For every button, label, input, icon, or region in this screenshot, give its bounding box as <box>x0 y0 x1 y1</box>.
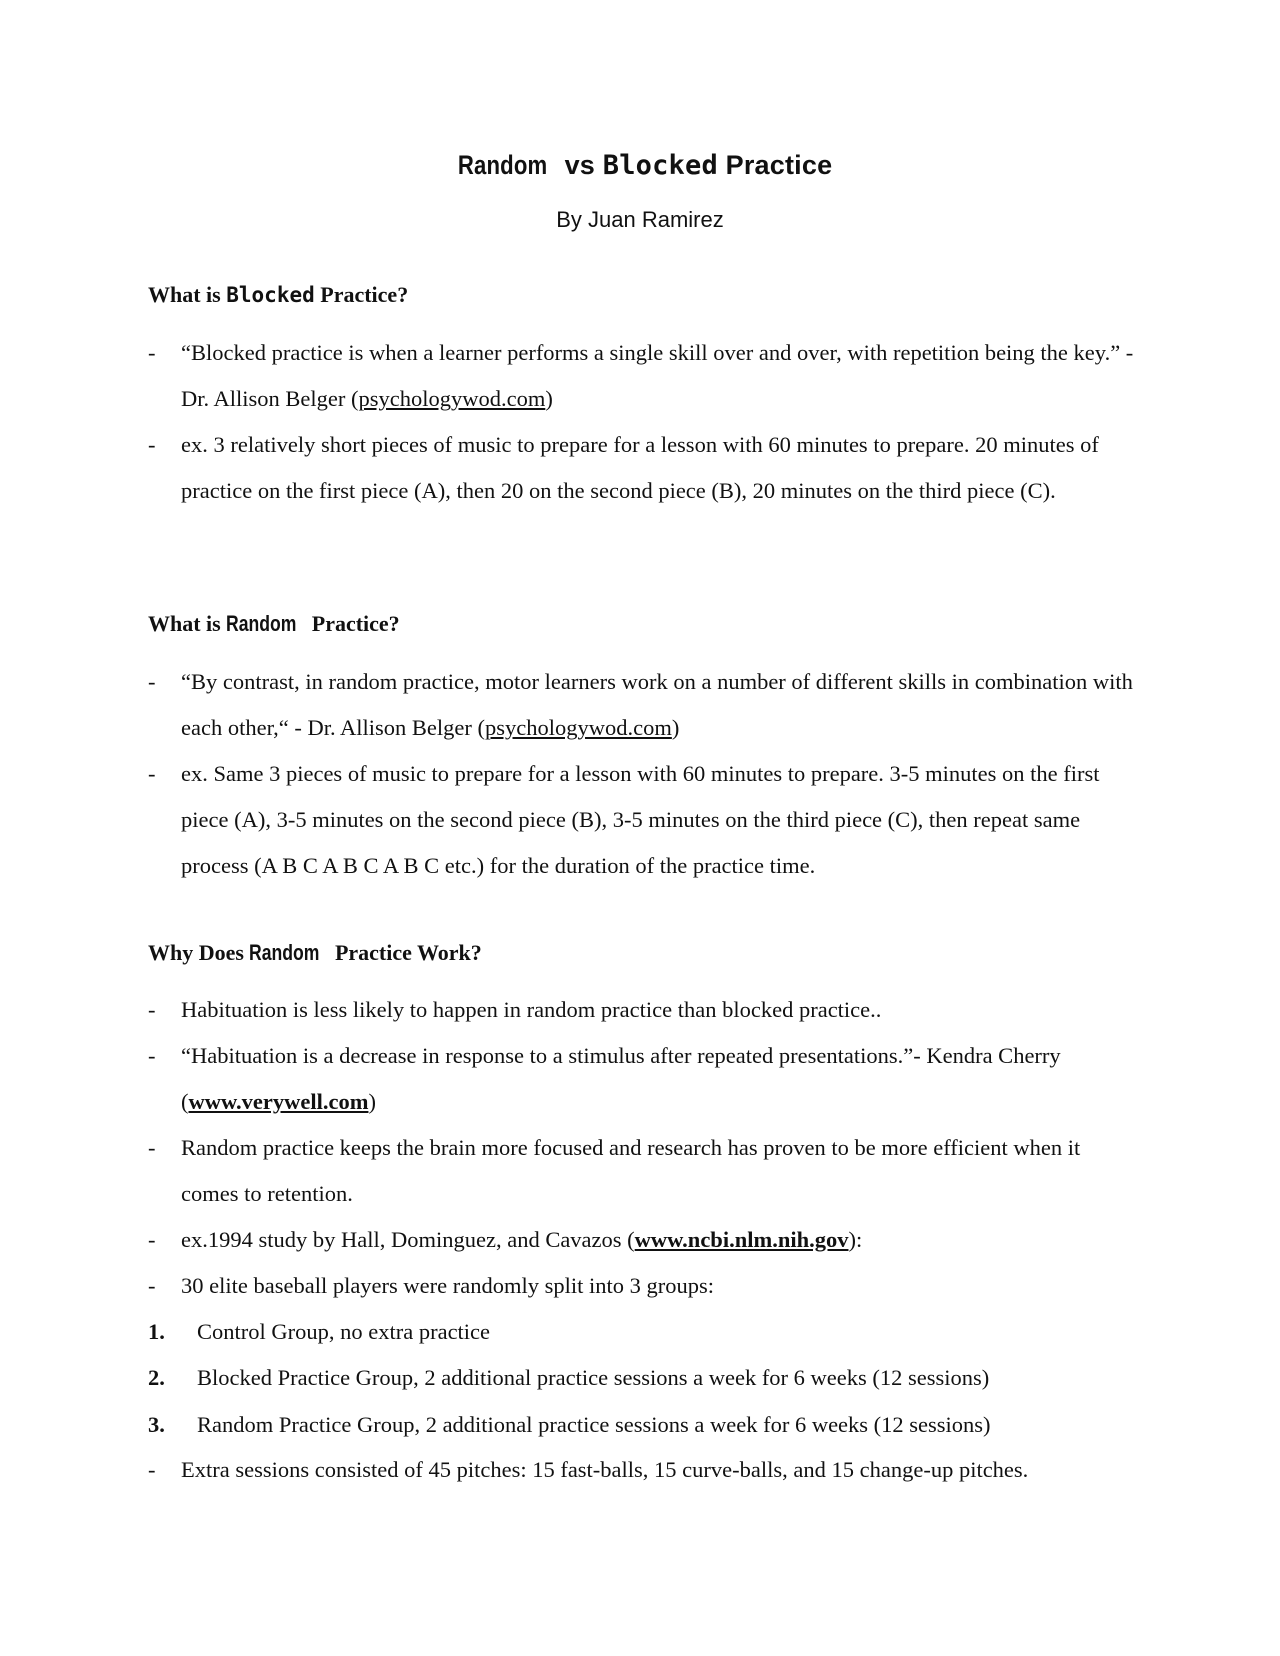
list-item <box>148 659 1138 751</box>
page-title <box>0 150 1280 181</box>
item-text: Blocked Practice Group, 2 additional practice sessions a week for 6 weeks (12 sessions) <box>197 1365 990 1390</box>
list-item <box>148 1447 1138 1493</box>
heading-text: Practice? <box>306 611 400 636</box>
item-text-pre: “Blocked practice is when a learner performs a single skill over and over, with repetition being the key.” - Dr. Allison Belger ( <box>181 340 1134 411</box>
bullet-dash: - <box>148 997 156 1022</box>
heading-keyword: Random <box>226 611 297 636</box>
item-text: ex. 3 relatively short pieces of music to prepare for a lesson with 60 minutes to prepare. 20 minutes of practice on the first piece (A), then 20 on the second piece (B), 20 minutes on the third piece (C). <box>181 432 1099 503</box>
title-vs: vs <box>556 150 603 180</box>
bullet-dash: - <box>148 340 156 365</box>
title-keyword-random: Random <box>457 150 548 180</box>
bullet-dash: - <box>148 761 156 786</box>
title-keyword-blocked: Blocked <box>602 150 718 181</box>
item-text: ex. Same 3 pieces of music to prepare for a lesson with 60 minutes to prepare. 3-5 minutes on the first piece (A), 3-5 minutes on the second piece (B), 3-5 minutes on the third piece (C), then repeat same process (A B C A B C A B C etc.) for the duration of the practice time. <box>181 761 1100 878</box>
item-text <box>181 1033 1138 1125</box>
title-practice: Practice <box>717 150 833 180</box>
heading-text: Why Does <box>148 940 250 965</box>
list-item <box>148 751 1138 889</box>
item-text: Habituation is less likely to happen in random practice than blocked practice.. <box>181 997 882 1022</box>
list-item <box>148 330 1138 422</box>
item-text-post: ) <box>368 1089 376 1114</box>
source-link[interactable]: psychologywod.com <box>358 386 546 411</box>
list-item <box>148 1263 1138 1309</box>
heading-text: Practice Work? <box>329 940 482 965</box>
item-text-pre: “Habituation is a decrease in response to a stimulus after repeated presentations.”- Kendra Cherry ( <box>181 1043 1061 1114</box>
heading-keyword: Blocked <box>226 283 315 307</box>
list-item <box>148 987 1138 1033</box>
bullet-dash: - <box>148 1227 156 1252</box>
list-number: 1. <box>148 1319 165 1344</box>
item-text: 30 elite baseball players were randomly split into 3 groups: <box>181 1273 715 1298</box>
list-item <box>148 1217 1138 1263</box>
heading-keyword: Random <box>249 940 320 965</box>
section-heading-why <box>148 940 482 966</box>
bullet-dash: - <box>148 1273 156 1298</box>
list-item <box>148 1125 1138 1217</box>
item-text: Extra sessions consisted of 45 pitches: 15 fast-balls, 15 curve-balls, and 15 change-up pitches. <box>181 1457 1029 1482</box>
item-text <box>181 1217 1138 1263</box>
item-text-pre: “By contrast, in random practice, motor learners work on a number of different skills in combination with each other,“ - Dr. Allison Belger ( <box>181 669 1133 740</box>
item-text: Random practice keeps the brain more focused and research has proven to be more efficient when it comes to retention. <box>181 1135 1081 1206</box>
item-text: Control Group, no extra practice <box>197 1319 491 1344</box>
item-text <box>181 659 1138 751</box>
list-item <box>148 1033 1138 1125</box>
bullet-dash: - <box>148 1457 156 1482</box>
bullet-dash: - <box>148 1043 156 1068</box>
numbered-item <box>148 1355 1138 1401</box>
item-text: Random Practice Group, 2 additional practice sessions a week for 6 weeks (12 sessions) <box>197 1412 991 1437</box>
item-text-post: ) <box>545 386 553 411</box>
source-link[interactable]: www.verywell.com <box>188 1089 369 1114</box>
source-link[interactable]: psychologywod.com <box>485 715 672 740</box>
section-heading-random <box>148 611 400 637</box>
byline: By Juan Ramirez <box>556 207 724 232</box>
heading-text: Practice? <box>314 282 409 307</box>
item-text-post: ): <box>848 1227 863 1252</box>
bullet-dash: - <box>148 669 156 694</box>
section-heading-blocked <box>148 282 408 308</box>
item-text-pre: ex.1994 study by Hall, Dominguez, and Cavazos ( <box>181 1227 635 1252</box>
item-text-post: ) <box>671 715 680 740</box>
bullet-dash: - <box>148 432 156 457</box>
heading-text: What is <box>148 611 227 636</box>
source-link[interactable]: www.ncbi.nlm.nih.gov <box>634 1227 849 1252</box>
heading-text: What is <box>148 282 227 307</box>
item-text <box>181 330 1138 422</box>
list-item <box>148 422 1138 514</box>
numbered-item <box>148 1402 1138 1448</box>
numbered-item <box>148 1309 1138 1355</box>
list-number: 3. <box>148 1412 165 1437</box>
bullet-dash: - <box>148 1135 156 1160</box>
list-number: 2. <box>148 1365 165 1390</box>
